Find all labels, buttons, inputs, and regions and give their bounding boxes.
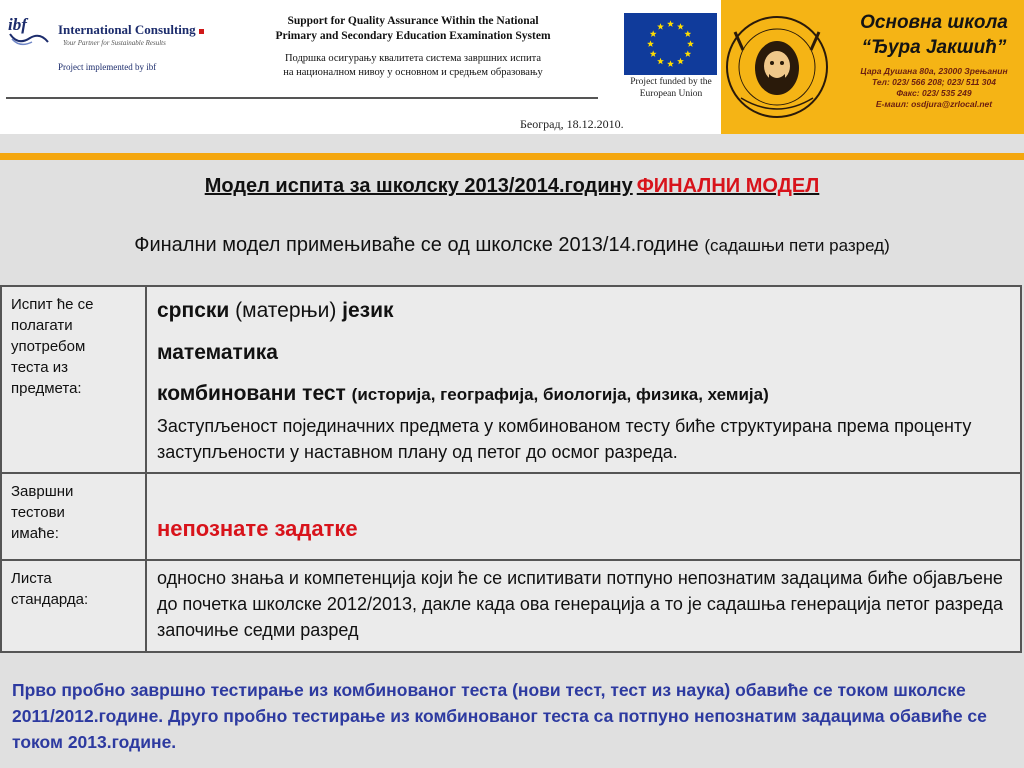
row-label-subjects: Испит ће се полагати употребом теста из предмета:	[11, 296, 94, 397]
ibf-implemented-text: Project implemented by ibf	[58, 62, 157, 72]
row-label-standards: Листа стандарда:	[11, 570, 89, 608]
exam-model-table	[0, 285, 1022, 653]
table-row-standards	[1, 560, 1021, 652]
orange-divider-bar	[0, 153, 1024, 160]
school-contact-info	[845, 66, 1023, 110]
school-fax: Факс: 023/ 535 249	[896, 88, 972, 98]
subject-combined: комбиновани тест (историја, географија, биологија, физика, хемија)	[157, 382, 769, 405]
school-name-line1: Основна школа	[860, 12, 1008, 33]
ibf-logo-icon	[8, 12, 52, 46]
subject-math: математика	[157, 341, 278, 364]
ibf-tagline: Your Partner for Sustainable Results	[63, 39, 166, 47]
project-title-block	[238, 14, 588, 80]
banner-divider	[6, 97, 598, 99]
page-subtitle	[0, 234, 1024, 257]
row-label-cell	[1, 473, 146, 560]
page-title-main: Модел испита за школску 2013/2014.годину	[204, 175, 633, 197]
school-panel	[721, 0, 1024, 134]
school-name	[845, 10, 1023, 60]
row-content-standards	[146, 560, 1021, 652]
school-email: E-маил: osdjura@zrlocal.net	[875, 99, 993, 109]
school-emblem-icon	[721, 2, 833, 132]
eu-funding-caption: Project funded by the European Union	[630, 77, 712, 99]
school-name-line2: “Ђура Јакшић”	[861, 37, 1007, 58]
ibf-logo	[6, 8, 256, 78]
ibf-company-name: International Consulting	[58, 22, 204, 38]
subtitle-text: Финални модел примењиваће се од школске 2013/14.године	[134, 234, 699, 256]
school-phone: Тел: 023/ 566 208; 023/ 511 304	[871, 77, 996, 87]
final-model-label: ФИНАЛНИ МОДЕЛ	[636, 175, 820, 197]
project-title-english: Support for Quality Assurance Within the National Primary and Secondary Education Examination System	[275, 15, 551, 42]
pilot-testing-note: Прво пробно завршно тестирање из комбинованог теста (нови тест, тест из наука) обавиће се током школске 2011/2012.године. Друго пробно тестирање из комбинованог теста са потпуно непознатим задацима обавиће се током 2013.године.	[12, 680, 987, 752]
subtitle-note: (садашњи пети разред)	[704, 236, 890, 255]
eu-flag-icon	[624, 13, 717, 75]
table-row-final-tests	[1, 473, 1021, 560]
header-banner	[0, 0, 1024, 134]
page-title	[0, 175, 1024, 198]
combined-test-note: Заступљеност појединачних предмета у комбинованом тесту биће структуирана према проценту заступљености у наставном плану од петог до осмог разреда.	[157, 416, 972, 462]
row-content-final-tests	[146, 473, 1021, 560]
school-address: Цара Душана 80а, 23000 Зрењанин	[860, 66, 1008, 76]
row-content-subjects	[146, 286, 1021, 473]
table-row-subjects	[1, 286, 1021, 473]
svg-text:ibf: ibf	[8, 15, 27, 34]
banner-date: Београд, 18.12.2010.	[520, 117, 624, 131]
project-title-serbian: Подршка осигурању квалитета система завршних испита на националном нивоу у основном и средњем образовању	[283, 53, 543, 78]
row-label-cell	[1, 560, 146, 652]
row-label-final-tests: Завршни тестови имаће:	[11, 483, 74, 542]
unknown-tasks-text: непознате задатке	[157, 516, 358, 541]
standards-text: односно знања и компетенција који ће се испитивати потпуно непознатим задацима биће објављене до почетка школске 2012/2013, дакле када ова генерација а то је садашња генерација петог разреда започиње седми разред	[157, 568, 1004, 640]
subject-serbian: српски (матерњи) језик	[157, 299, 394, 322]
row-label-cell	[1, 286, 146, 473]
